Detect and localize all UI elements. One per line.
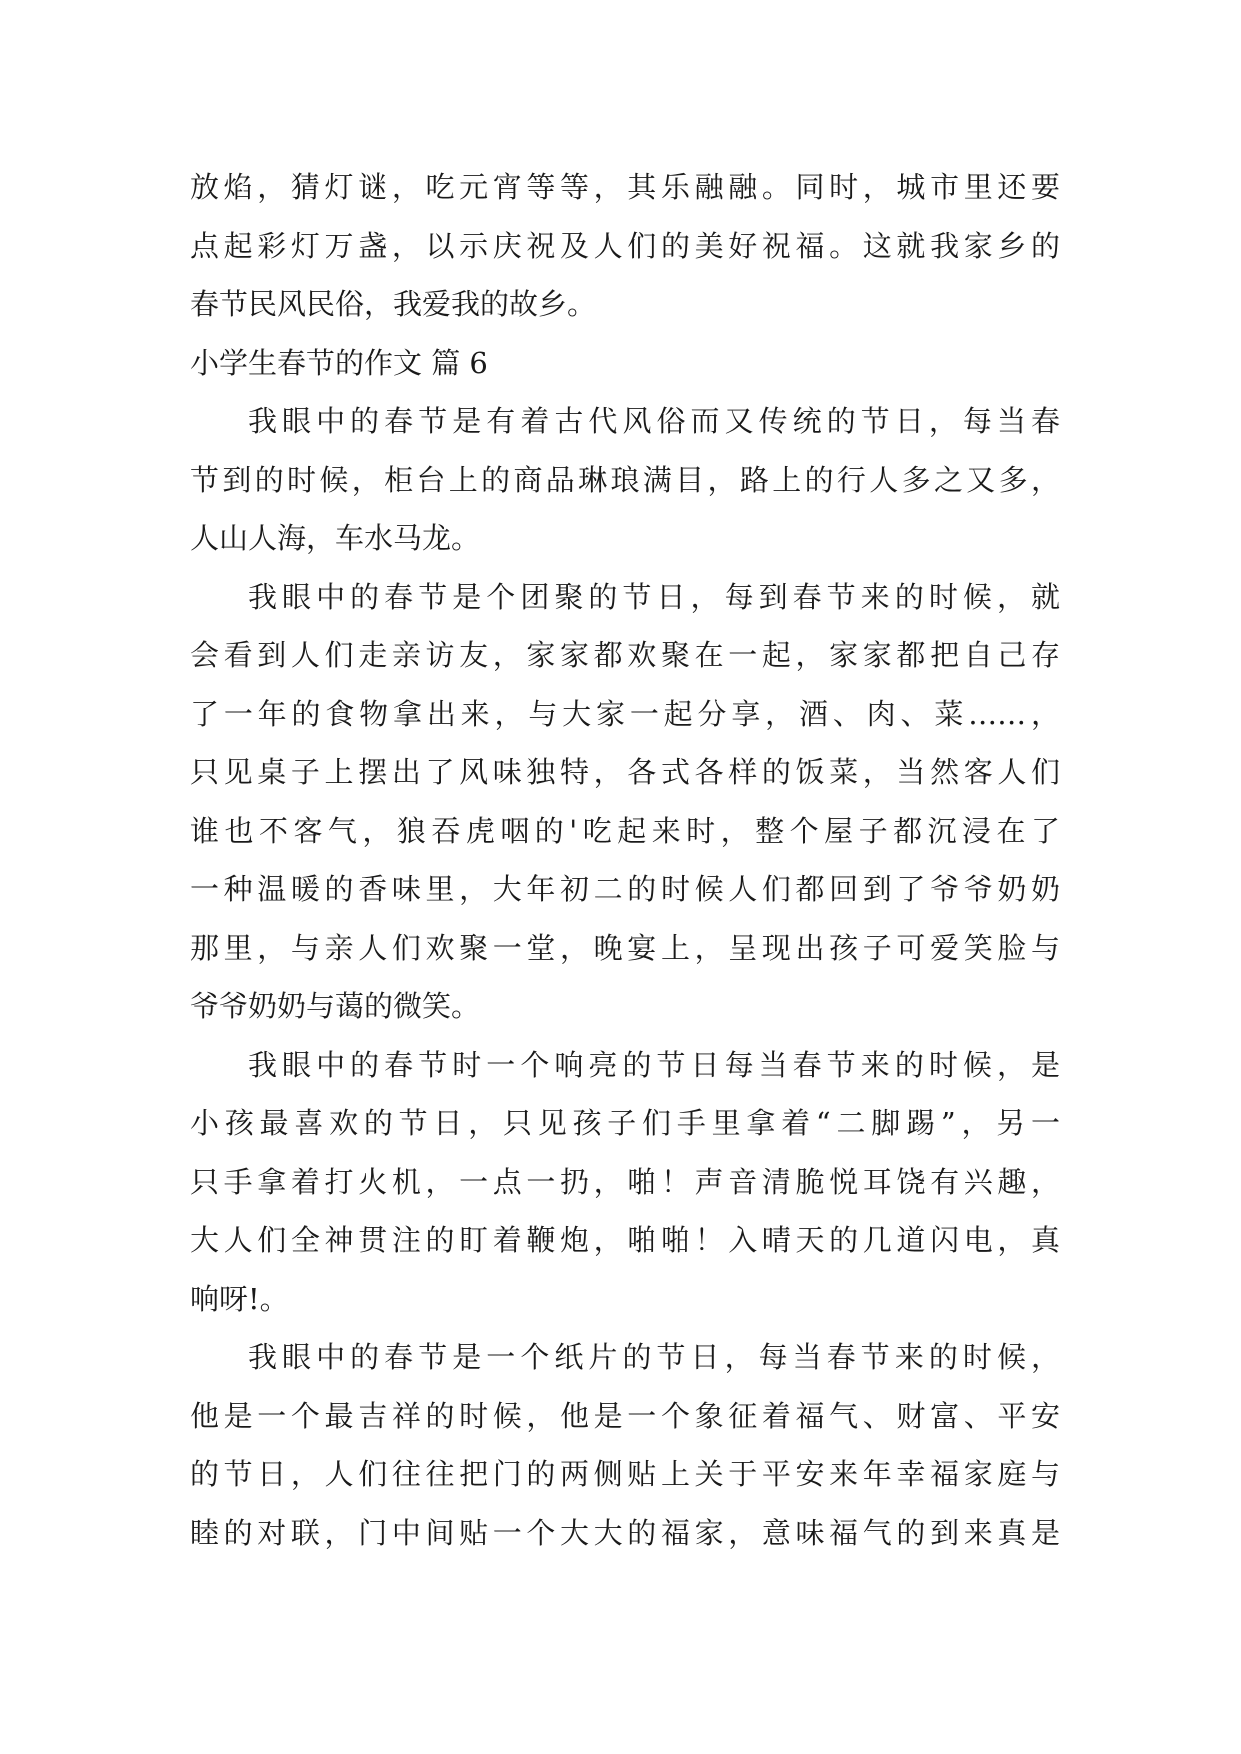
paragraph-line: 春节民风民俗，我爱我的故乡。 (190, 287, 597, 321)
paragraph-line: 只见桌子上摆出了风味独特，各式各样的饭菜，当然客人们 (190, 755, 1060, 789)
paragraph-line: 人山人海，车水马龙。 (190, 521, 481, 555)
paragraph-line: 一种温暖的香味里，大年初二的时候人们都回到了爷爷奶奶 (190, 872, 1060, 906)
paragraph-line: 只手拿着打火机，一点一扔，啪！声音清脆悦耳饶有兴趣， (190, 1164, 1060, 1199)
paragraph-line: 大人们全神贯注的盯着鞭炮，啪啪！入晴天的几道闪电，真 (190, 1223, 1060, 1257)
paragraph-line: 响呀!。 (190, 1281, 289, 1316)
section-heading: 小学生春节的作文 篇 6 (190, 345, 488, 380)
paragraph-line: 他是一个最吉祥的时候，他是一个象征着福气、财富、平安 (190, 1398, 1060, 1433)
paragraph-line: 我眼中的春节是个团聚的节日，每到春节来的时候，就 (248, 579, 1060, 614)
paragraph-line: 节到的时候，柜台上的商品琳琅满目，路上的行人多之又多， (190, 462, 1060, 497)
paragraph-line: 爷爷奶奶与蔼的微笑。 (190, 989, 481, 1023)
paragraph-line: 那里，与亲人们欢聚一堂，晚宴上，呈现出孩子可爱笑脸与 (190, 930, 1060, 965)
paragraph-line: 睦的对联，门中间贴一个大大的福家，意味福气的到来真是 (190, 1515, 1060, 1550)
paragraph-line: 小孩最喜欢的节日，只见孩子们手里拿着“二脚踢”，另一 (190, 1106, 1060, 1140)
paragraph-line: 会看到人们走亲访友，家家都欢聚在一起，家家都把自己存 (190, 638, 1060, 672)
article-body (190, 158, 1060, 1562)
paragraph-line: 放焰，猜灯谜，吃元宵等等，其乐融融。同时，城市里还要 (190, 170, 1060, 204)
paragraph-line: 了一年的食物拿出来，与大家一起分享，酒、肉、菜……， (190, 696, 1060, 731)
paragraph-line: 的节日，人们往往把门的两侧贴上关于平安来年幸福家庭与 (190, 1457, 1060, 1491)
paragraph-line: 我眼中的春节是有着古代风俗而又传统的节日，每当春 (248, 404, 1060, 438)
paragraph-line: 点起彩灯万盏，以示庆祝及人们的美好祝福。这就我家乡的 (190, 228, 1060, 263)
paragraph-line: 我眼中的春节时一个响亮的节日每当春节来的时候，是 (248, 1047, 1060, 1082)
paragraph-line: 谁也不客气，狼吞虎咽的'吃起来时，整个屋子都沉浸在了 (190, 813, 1060, 848)
paragraph-line: 我眼中的春节是一个纸片的节日，每当春节来的时候， (248, 1340, 1060, 1374)
